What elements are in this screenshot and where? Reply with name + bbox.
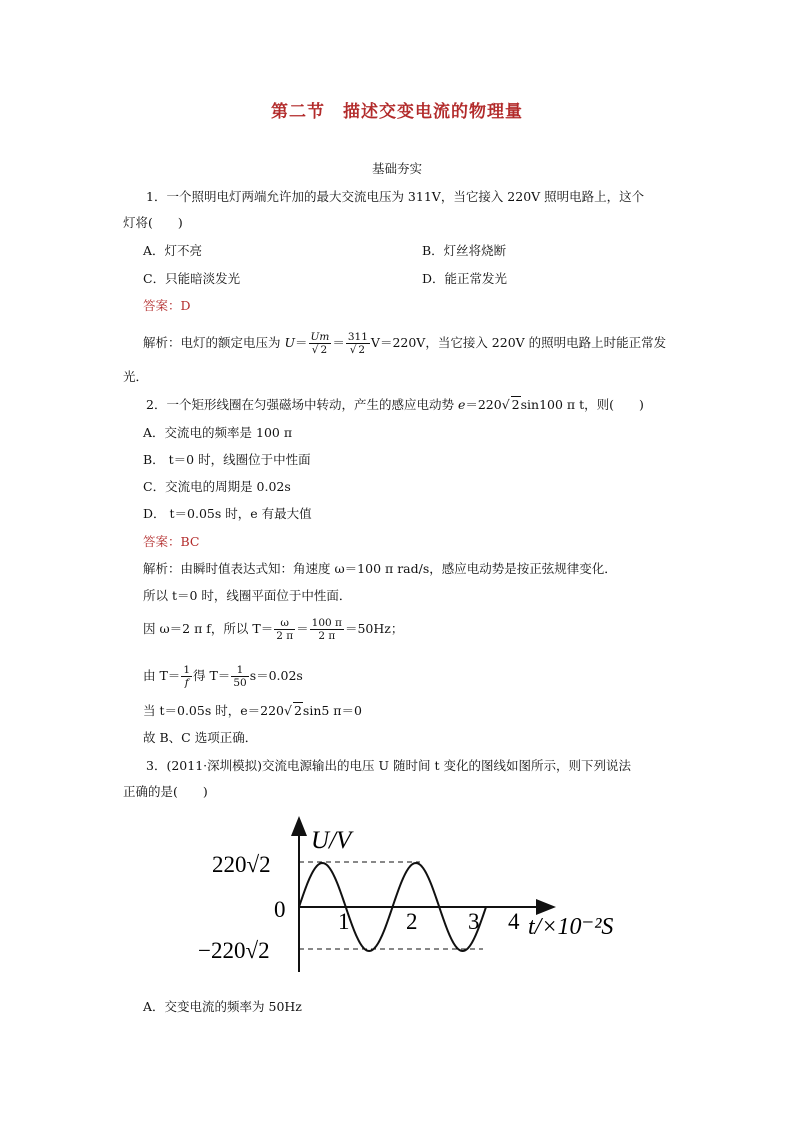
q2-option-c: C．交流电的周期是 0.02s	[143, 479, 291, 494]
q2-explanation-5: 当 t＝0.05s 时，e＝220√ 2sin5 π＝0	[143, 703, 362, 718]
q1-answer: 答案：D	[143, 298, 191, 313]
q2-option-d: D． t＝0.05s 时，e 有最大值	[143, 506, 312, 521]
fraction-um-over-root2: $\frac{Um}{√ 2}$	[310, 331, 330, 356]
q2-explanation-1: 解析：由瞬时值表达式知：角速度 ω＝100 π rad/s，感应电动势是按正弦规律变化．	[143, 561, 617, 576]
q2-explanation-4: 由 T＝ $\frac{1}{f}$ 得 T＝ $\frac{1}{50}$ s＝0.02s	[143, 664, 303, 689]
q1-stem-line1: 1．一个照明电灯两端允许加的最大交流电压为 311V，当它接入 220V 照明电路上，这个	[146, 189, 645, 204]
section-heading: 基础夯实	[371, 161, 422, 176]
origin-label: 0	[274, 897, 286, 922]
q1-option-c: C．只能暗淡发光	[143, 271, 241, 286]
q1-explanation: 解析：电灯的额定电压为 U＝ $\frac{Um}{√ 2}$ ＝ $\frac{311}{√ 2}$ V＝220V，当它接入 220V 的照明电路上时能正常发	[143, 331, 667, 356]
y-max-label: 220√2	[212, 852, 271, 877]
x-tick-3: 3	[468, 909, 480, 934]
q2-answer: 答案：BC	[143, 534, 200, 549]
q1-option-d: D．能正常发光	[422, 271, 508, 286]
y-axis-label: U/V	[311, 827, 352, 854]
x-tick-4: 4	[508, 909, 520, 934]
fraction-311-over-root2: $\frac{311}{√ 2}$	[347, 331, 368, 356]
q3-stem-line2: 正确的是( )	[123, 784, 208, 799]
q3-stem-line1: 3．(2011·深圳模拟)交流电源输出的电压 U 随时间 t 变化的图线如图所示，则下列说法	[146, 758, 631, 773]
voltage-time-graph	[190, 812, 640, 982]
page-title: 第二节 描述交变电流的物理量	[271, 102, 523, 122]
q1-stem-line2: 灯将( )	[123, 215, 183, 230]
x-tick-1: 1	[338, 909, 350, 934]
q1-option-b: B．灯丝将烧断	[422, 243, 507, 258]
q2-stem: 2．一个矩形线圈在匀强磁场中转动，产生的感应电动势 e＝220√ 2sin100 π t，则( )	[146, 397, 644, 412]
q2-option-a: A．交流电的频率是 100 π	[143, 425, 293, 440]
q2-option-b: B． t＝0 时，线圈位于中性面	[143, 452, 311, 467]
q2-explanation-6: 故 B、C 选项正确．	[143, 730, 258, 745]
q2-explanation-2: 所以 t＝0 时，线圈平面位于中性面．	[143, 588, 352, 603]
q1-option-a: A．灯不亮	[143, 243, 203, 258]
q2-explanation-3: 因 ω＝2 π f，所以 T＝ $\frac{\omega}{2 \pi}$ ＝ $\frac{100 \pi}{2 \pi}$ ＝50Hz；	[143, 617, 404, 642]
x-axis-label: t/×10⁻²S	[528, 914, 614, 940]
q3-option-a: A．交变电流的频率为 50Hz	[143, 999, 302, 1014]
x-tick-2: 2	[406, 909, 418, 934]
q1-explanation-line2: 光．	[123, 369, 149, 384]
y-min-label: −220√2	[198, 938, 270, 963]
